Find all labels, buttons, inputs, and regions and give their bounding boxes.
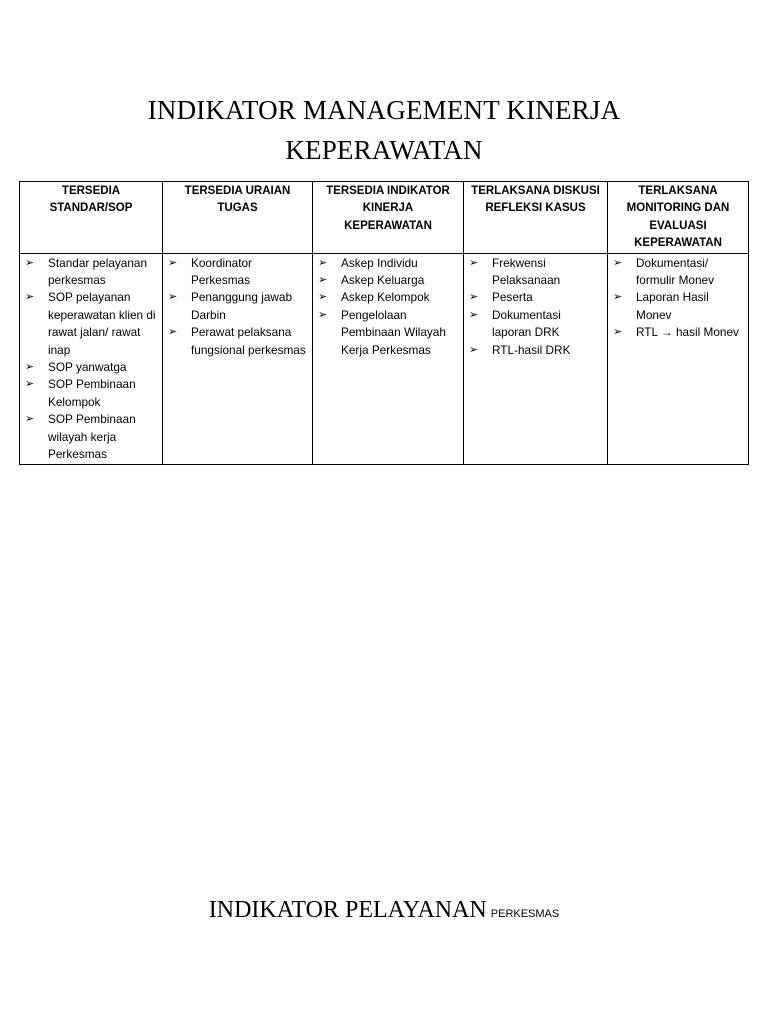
list-item-text: SOP Pembinaan Kelompok (48, 377, 136, 409)
list-item (24, 411, 158, 463)
arrow-bullet-icon: ➢ (168, 256, 178, 269)
list-item (317, 272, 459, 289)
list-item-text: Dokumentasi/ formulir Monev (636, 255, 715, 288)
list-item (317, 307, 459, 359)
arrow-bullet-icon: ➢ (318, 308, 328, 321)
header-cell: TERLAKSANA MONITORING DAN EVALUASI KEPERAWATAN (608, 182, 749, 254)
list-item (612, 289, 744, 324)
arrow-bullet-icon: ➢ (25, 413, 35, 426)
list-item-text: Standar pelayanan perkesmas (48, 255, 148, 288)
arrow-bullet-icon: ➢ (469, 256, 479, 269)
list-item-text: RTL-hasil DRK (492, 342, 571, 357)
list-item-text: RTL → hasil Monev (636, 325, 739, 340)
list-item (468, 307, 603, 342)
indicator-table (19, 181, 749, 465)
arrow-bullet-icon: ➢ (168, 326, 178, 339)
arrow-bullet-icon: ➢ (25, 378, 35, 391)
title-line-2: KEPERAWATAN (285, 135, 483, 165)
header-cell: TERLAKSANA DISKUSI REFLEKSI KASUS (464, 182, 608, 254)
list-item-text: SOP Pembinaan wilayah kerja Perkesmas (48, 412, 136, 462)
list-item (167, 324, 308, 359)
list-item (24, 255, 158, 290)
arrow-bullet-icon: ➢ (469, 291, 479, 304)
table-cell (464, 253, 608, 464)
arrow-bullet-icon: ➢ (25, 361, 35, 374)
bullet-list (612, 255, 744, 342)
list-item (468, 342, 603, 359)
table-cell (608, 253, 749, 464)
document-title (0, 90, 768, 170)
list-item-text: Frekwensi Pelaksanaan (492, 255, 561, 288)
arrow-bullet-icon: ➢ (318, 256, 328, 269)
list-item-text: Askep Keluarga (341, 273, 425, 288)
list-item (317, 289, 459, 306)
list-item (612, 324, 744, 341)
arrow-bullet-icon: ➢ (168, 291, 178, 304)
list-item (317, 255, 459, 272)
bullet-list (468, 255, 603, 359)
table-cell (313, 253, 464, 464)
footer-heading (0, 897, 768, 924)
table-cell (163, 253, 313, 464)
list-item (24, 376, 158, 411)
list-item (468, 255, 603, 290)
list-item (167, 289, 308, 324)
arrow-bullet-icon: ➢ (613, 291, 623, 304)
list-item-text: Pengelolaan Pembinaan Wilayah Kerja Perkesmas (341, 307, 446, 357)
bullet-list (167, 255, 308, 359)
arrow-bullet-icon: ➢ (25, 256, 35, 269)
list-item-text: Dokumentasi laporan DRK (492, 307, 561, 340)
table-cell (20, 253, 163, 464)
arrow-bullet-icon: ➢ (469, 343, 479, 356)
arrow-bullet-icon: ➢ (613, 326, 623, 339)
arrow-bullet-icon: ➢ (469, 308, 479, 321)
header-cell: TERSEDIA INDIKATOR KINERJA KEPERAWATAN (313, 182, 464, 254)
footer-main-text: INDIKATOR PELAYANAN (208, 897, 487, 923)
footer-sub-text: PERKESMAS (490, 908, 560, 920)
header-cell: TERSEDIA STANDAR/SOP (20, 182, 163, 254)
bullet-list (24, 255, 158, 464)
list-item (468, 289, 603, 306)
table-header-row (20, 182, 749, 254)
list-item-text: Laporan Hasil Monev (636, 290, 709, 322)
table-row (20, 253, 749, 464)
list-item-text: Perawat pelaksana fungsional perkesmas (191, 325, 306, 357)
arrow-bullet-icon: ➢ (25, 291, 35, 304)
list-item-text: Askep Individu (341, 255, 418, 270)
arrow-bullet-icon: ➢ (318, 274, 328, 287)
list-item-text: Penanggung jawab Darbin (191, 290, 293, 322)
arrow-bullet-icon: ➢ (613, 256, 623, 269)
list-item-text: SOP pelayanan keperawatan klien di rawat jalan/ rawat inap (48, 290, 156, 357)
arrow-bullet-icon: ➢ (318, 291, 328, 304)
list-item-text: Peserta (492, 290, 533, 305)
list-item (167, 255, 308, 290)
list-item (24, 289, 158, 359)
list-item-text: Askep Kelompok (341, 290, 430, 305)
header-cell: TERSEDIA URAIAN TUGAS (163, 182, 313, 254)
title-line-1: INDIKATOR MANAGEMENT KINERJA (147, 95, 621, 125)
list-item-text: SOP yanwatga (48, 360, 127, 375)
bullet-list (317, 255, 459, 359)
list-item (24, 359, 158, 376)
list-item-text: Koordinator Perkesmas (191, 255, 252, 288)
list-item (612, 255, 744, 290)
